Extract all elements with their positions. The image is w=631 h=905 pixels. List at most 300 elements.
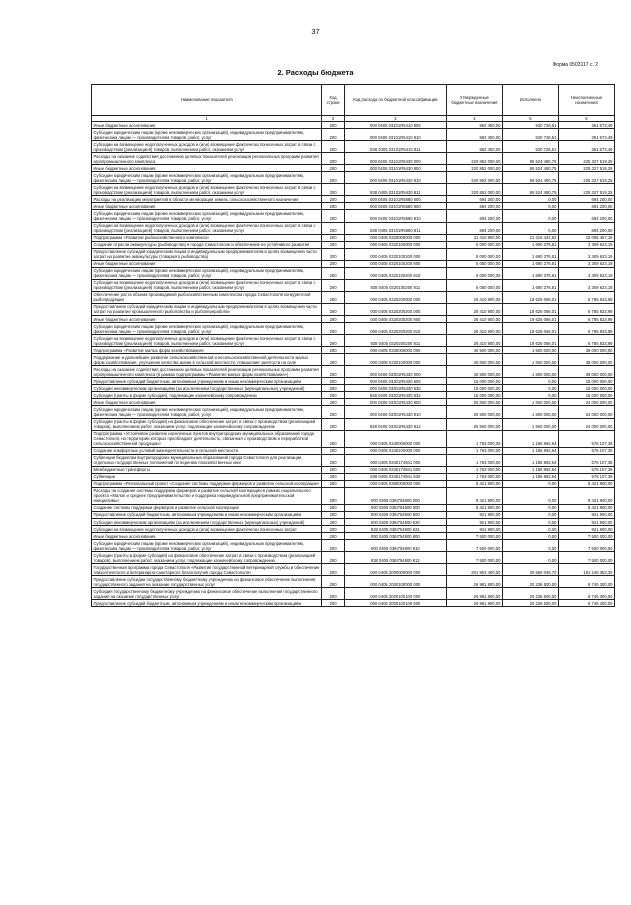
row-executed-cell: 19 625 066,01 [502,316,558,323]
row-classification-code-cell: 000 0405 03301R5430 630 [344,385,446,392]
table-row [92,564,615,576]
row-unexecuted-cell: 3 309 623,19 [558,267,614,279]
row-line-code-cell: 200 [322,234,344,241]
row-unexecuted-cell: 576 107,36 [558,447,614,454]
row-unexecuted-cell: 3 309 623,19 [558,241,614,248]
row-line-code-cell: 200 [322,196,344,203]
row-unexecuted-cell: 225 327 519,25 [558,165,614,172]
row-approved-cell: 26 981 800,00 [446,576,502,588]
row-unexecuted-cell: 24 000 000,00 [558,418,614,430]
table-row [92,129,615,141]
row-approved-cell: 5 000 000,00 [446,260,502,267]
table-row [92,291,615,303]
row-unexecuted-cell: 7 500 000,00 [558,540,614,552]
row-executed-cell: 20 658 048,70 [502,564,558,576]
row-executed-cell: 20 236 500,00 [502,600,558,607]
row-name-cell: Субсидии юридическим лицам (кроме некоммерческих организаций), индивидуальным предпринимателям, физическим лицам — производителям товаров, работ, услуг [92,323,322,335]
row-approved-cell: 40 500 000,00 [446,347,502,354]
row-line-code-cell: 200 [322,267,344,279]
row-name-cell: Создание системы поддержки фермеров и развитие сельской кооперации [92,504,322,511]
row-line-code-cell: 200 [322,153,344,165]
row-classification-code-cell: 000 0405 03101R5680 000 [344,196,446,203]
table-row [92,260,615,267]
row-executed-cell: 1 500 000,00 [502,418,558,430]
section-title: 2. Расходы бюджета [277,68,354,77]
row-classification-code-cell: 000 0405 03301R5430 600 [344,378,446,385]
row-classification-code-cell: 000 0405 2000000000 000 [344,564,446,576]
row-line-code-cell: 200 [322,564,344,576]
row-line-code-cell: 200 [322,172,344,184]
row-executed-cell: 19 625 066,01 [502,335,558,347]
row-executed-cell: 0,00 [502,540,558,552]
row-unexecuted-cell: 39 000 000,00 [558,366,614,378]
row-executed-cell: 20 236 500,00 [502,576,558,588]
row-line-code-cell: 200 [322,354,344,366]
row-executed-cell: 1 500 000,00 [502,406,558,418]
row-line-code-cell: 200 [322,600,344,607]
row-classification-code-cell: 000 0405 03101R5430 800 [344,165,446,172]
table-row [92,316,615,323]
row-unexecuted-cell: 6 785 833,99 [558,291,614,303]
table-row [92,141,615,153]
row-name-cell: Субсидии юридическим лицам (кроме некоммерческих организаций), индивидуальным предпринимателям, физическим лицам — производителям товаров, работ, услуг [92,267,322,279]
row-approved-cell: 8 421 900,00 [446,487,502,504]
row-classification-code-cell: 000 0405 03301R5430 800 [344,399,446,406]
row-approved-cell: 7 500 000,00 [446,540,502,552]
row-unexecuted-cell: 921 900,00 [558,511,614,518]
row-name-cell: Расходы на реализацию мероприятий в области мелиорации земель сельскохозяйственного назначения [92,196,322,203]
row-line-code-cell: 200 [322,447,344,454]
row-classification-code-cell: 000 0405 0340000000 000 [344,430,446,447]
table-row [92,335,615,347]
row-unexecuted-cell: 6 745 300,00 [558,600,614,607]
row-unexecuted-cell: 576 107,36 [558,454,614,466]
row-name-cell: Расходы на оказание содействия достижению целевых показателей реализации региональных программ развития агропромышленного комплекса (в рамках подпрограммы «Развитие малых форм хозяйствования») [92,366,322,378]
row-approved-cell: 320 852 000,00 [446,165,502,172]
row-classification-code-cell: 000 0405 036I754800 810 [344,540,446,552]
row-approved-cell: 201 903 400,00 [446,564,502,576]
row-executed-cell: 0,00 [502,378,558,385]
column-number: 1 [92,116,322,122]
row-executed-cell: 0,00 [502,196,558,203]
row-approved-cell: 25 500 000,00 [446,418,502,430]
row-executed-cell: 0,00 [502,487,558,504]
row-classification-code-cell: 000 0405 036I754800 600 [344,511,446,518]
row-approved-cell: 25 500 000,00 [446,399,502,406]
row-name-cell: Создание комфортных условий жизнедеятельности в сельской местности [92,447,322,454]
table-row [92,418,615,430]
row-name-cell: Субсидии на возмещение недополученных доходов и (или) возмещение фактически понесенных затрат в связи с производством (реализацией) товаров, выполнением работ, оказанием услуг [92,335,322,347]
row-line-code-cell: 200 [322,203,344,210]
row-approved-cell: 26 410 900,00 [446,323,502,335]
row-unexecuted-cell: 24 000 000,00 [558,399,614,406]
row-line-code-cell: 200 [322,241,344,248]
row-classification-code-cell: 000 0405 0320100200 800 [344,260,446,267]
row-approved-cell: 31 410 900,00 [446,234,502,241]
row-approved-cell: 5 000 000,00 [446,279,502,291]
row-line-code-cell: 200 [322,480,344,487]
row-executed-cell: 1 690 376,81 [502,248,558,260]
column-header-code: Код расхода по бюджетной классификации [344,85,446,116]
row-name-cell: Иные бюджетные ассигнования [92,316,322,323]
row-approved-cell: 26 410 900,00 [446,335,502,347]
row-approved-cell: 26 410 900,00 [446,291,502,303]
row-name-cell: Предоставление субсидий юридическим лицам и индивидуальным предпринимателям в целях возмещения части затрат на развитие аквакультуры (товарного рыбоводства) [92,248,322,260]
row-approved-cell: 5 000 000,00 [446,267,502,279]
row-line-code-cell: 200 [322,316,344,323]
row-name-cell: Предоставление субсидий бюджетным, автономным учреждениям и иным некоммерческим организациям [92,511,322,518]
row-executed-cell: 0,00 [502,504,558,511]
row-line-code-cell: 200 [322,418,344,430]
row-unexecuted-cell: 351 673,49 [558,122,614,129]
row-line-code-cell: 200 [322,385,344,392]
row-executed-cell: 19 625 066,01 [502,303,558,315]
table-row [92,473,615,480]
table-row [92,267,615,279]
row-executed-cell: 1 186 892,64 [502,473,558,480]
row-classification-code-cell: 000 0405 0330000000 000 [344,347,446,354]
row-name-cell: Государственная программа города Севастополя «Развитие государственной ветеринарной службы и обеспечение эпизоотического и ветеринарно-санитарного благополучия города Севастополя» [92,564,322,576]
row-line-code-cell: 200 [322,540,344,552]
row-name-cell: Субвенции бюджетам внутригородских муниципальных образований города Севастополя для реализации отдельных государственных полномочий по ведению похозяйственных книг [92,454,322,466]
table-row [92,354,615,366]
column-header-executed: Исполнено [502,85,558,116]
row-line-code-cell: 200 [322,165,344,172]
row-approved-cell: 694 200,00 [446,196,502,203]
table-row [92,540,615,552]
row-classification-code-cell: 000 0405 0320200000 000 [344,291,446,303]
row-unexecuted-cell: 6 745 300,00 [558,576,614,588]
row-unexecuted-cell: 921 900,00 [558,519,614,526]
row-line-code-cell: 200 [322,454,344,466]
table-row [92,184,615,196]
row-classification-code-cell: 000 0405 03301R5430 000 [344,366,446,378]
row-line-code-cell: 200 [322,533,344,540]
row-name-cell: Субсидии (гранты в форме субсидий) на финансовое обеспечение затрат в связи с производством (реализацией товаров), выполнением работ, оказанием услуг, подлежащие казначейскому сопровождению [92,552,322,564]
row-unexecuted-cell: 10 095 457,18 [558,234,614,241]
column-header-line: Код строки [322,85,344,116]
row-approved-cell: 320 852 000,00 [446,172,502,184]
table-row [92,279,615,291]
row-line-code-cell: 200 [322,323,344,335]
row-executed-cell: 1 500 000,00 [502,347,558,354]
row-line-code-cell: 200 [322,430,344,447]
row-classification-code-cell: 838 0405 03101R5410 811 [344,141,446,153]
row-approved-cell: 1 763 000,00 [446,430,502,447]
table-row [92,378,615,385]
row-line-code-cell: 200 [322,248,344,260]
row-approved-cell: 25 500 000,00 [446,406,502,418]
row-unexecuted-cell: 39 000 000,00 [558,347,614,354]
row-executed-cell: 0,00 [502,533,558,540]
row-classification-code-cell: 838 0405 036I754800 631 [344,526,446,533]
row-line-code-cell: 200 [322,399,344,406]
row-classification-code-cell: 838 0405 0320200200 811 [344,335,446,347]
row-unexecuted-cell: 15 000 000,00 [558,385,614,392]
row-line-code-cell: 200 [322,303,344,315]
row-approved-cell: 882 400,00 [446,141,502,153]
row-executed-cell: 1 690 376,81 [502,267,558,279]
row-executed-cell: 530 726,51 [502,122,558,129]
row-executed-cell: 0,00 [502,480,558,487]
row-unexecuted-cell: 694 200,00 [558,203,614,210]
row-name-cell: Обеспечение роста объема производимой рыбохозяйственным комплексом города Севастополя конкурентной рыбопродукции [92,291,322,303]
row-unexecuted-cell: 351 673,49 [558,129,614,141]
table-row [92,406,615,418]
row-approved-cell: 26 410 900,00 [446,316,502,323]
row-executed-cell: 95 524 480,75 [502,184,558,196]
row-executed-cell: 0,00 [502,203,558,210]
row-approved-cell: 26 981 800,00 [446,600,502,607]
row-approved-cell: 1 763 000,00 [446,466,502,473]
row-executed-cell: 1 690 376,81 [502,241,558,248]
row-name-cell: Иные бюджетные ассигнования [92,399,322,406]
row-executed-cell: 1 186 892,64 [502,466,558,473]
table-row [92,533,615,540]
table-row [92,210,615,222]
table-row [92,480,615,487]
row-approved-cell: 15 000 000,00 [446,385,502,392]
row-name-cell: Иные бюджетные ассигнования [92,533,322,540]
row-line-code-cell: 200 [322,576,344,588]
row-name-cell: Предоставление субсидий бюджетным, автономным учреждениям и иным некоммерческим организациям [92,378,322,385]
row-approved-cell: 26 410 900,00 [446,303,502,315]
row-line-code-cell: 200 [322,279,344,291]
row-line-code-cell: 200 [322,291,344,303]
row-executed-cell: 0,00 [502,552,558,564]
row-classification-code-cell: 000 0405 0320100200 810 [344,267,446,279]
row-approved-cell: 921 900,00 [446,519,502,526]
row-classification-code-cell: 000 0405 03101R5680 810 [344,210,446,222]
row-classification-code-cell: 000 0405 0360000000 000 [344,480,446,487]
table-row [92,122,615,129]
row-approved-cell: 5 000 000,00 [446,241,502,248]
table-row [92,234,615,241]
page-number: 37 [311,27,320,36]
row-executed-cell: 530 726,51 [502,141,558,153]
row-approved-cell: 694 200,00 [446,222,502,234]
row-name-cell: Подпрограмма «Развитие рыбохозяйственного комплекса» [92,234,322,241]
row-name-cell: Межбюджетные трансферты [92,466,322,473]
row-unexecuted-cell: 351 673,49 [558,141,614,153]
row-name-cell: Подпрограмма «Развитие малых форм хозяйствования» [92,347,322,354]
row-name-cell: Предоставление субсидий бюджетным, автономным учреждениям и иным некоммерческим организациям [92,600,322,607]
row-classification-code-cell: 838 0405 036I754800 812 [344,552,446,564]
row-unexecuted-cell: 576 107,36 [558,466,614,473]
row-name-cell: Субсидии (гранты в форме субсидий) на финансовое обеспечение затрат в связи с производством (реализацией товаров), выполнением работ, оказанием услуг, подлежащие казначейскому сопровождению [92,418,322,430]
row-line-code-cell: 200 [322,378,344,385]
row-approved-cell: 921 900,00 [446,511,502,518]
row-name-cell: Субсидии юридическим лицам (кроме некоммерческих организаций), индивидуальным предпринимателям, физическим лицам — производителям товаров, работ, услуг [92,210,322,222]
row-executed-cell: 95 524 480,75 [502,172,558,184]
row-name-cell: Субсидии на возмещение недополученных доходов и (или) возмещение фактически понесенных затрат в связи с производством (реализацией) товаров, выполнением работ, оказанием услуг [92,279,322,291]
row-executed-cell: 0,00 [502,526,558,533]
row-unexecuted-cell: 15 000 000,00 [558,378,614,385]
row-approved-cell: 320 852 000,00 [446,153,502,165]
table-row [92,552,615,564]
row-name-cell: Создание отрасли аквакультуры (рыбоводства) в городе Севастополе и обеспечение ее устойчивого развития [92,241,322,248]
row-executed-cell: 1 500 000,00 [502,354,558,366]
row-line-code-cell: 200 [322,487,344,504]
row-name-cell: Поддержание и дальнейшее развитие сельскохозяйственной и несельскохозяйственной деятельности малых форм хозяйствования, улучшение качества жизни в сельской местности, повышение занятости на селе [92,354,322,366]
row-unexecuted-cell: 3 309 623,19 [558,260,614,267]
row-approved-cell: 1 763 000,00 [446,454,502,466]
row-classification-code-cell: 000 0405 036I754800 000 [344,504,446,511]
row-classification-code-cell: 838 0405 0340174941 530 [344,473,446,480]
row-unexecuted-cell: 8 421 900,00 [558,504,614,511]
row-line-code-cell: 200 [322,347,344,354]
row-approved-cell: 8 421 900,00 [446,504,502,511]
row-line-code-cell: 200 [322,210,344,222]
table-row [92,600,615,607]
row-line-code-cell: 200 [322,335,344,347]
row-executed-cell: 1 186 892,64 [502,447,558,454]
table-row [92,526,615,533]
row-classification-code-cell: 000 0405 036I754800 800 [344,533,446,540]
column-header-unexecuted: Неисполненные назначения [558,85,614,116]
table-row [92,347,615,354]
table-row [92,576,615,588]
column-number: 6 [558,116,614,122]
row-line-code-cell: 200 [322,129,344,141]
table-row [92,203,615,210]
row-classification-code-cell: 000 0405 03101R5430 810 [344,172,446,184]
row-name-cell: Субсидии некоммерческим организациям (за исключением государственных (муниципальных) учреждений) [92,385,322,392]
row-name-cell: Субсидии на возмещение недополученных доходов и (или) возмещение фактически понесенных затрат в связи с производством (реализацией) товаров, выполнением работ, оказанием услуг [92,184,322,196]
row-executed-cell: 530 726,51 [502,129,558,141]
row-classification-code-cell: 838 0405 03101R5430 811 [344,184,446,196]
table-row [92,519,615,526]
row-classification-code-cell: 000 0405 0320100200 000 [344,248,446,260]
table-row [92,165,615,172]
row-name-cell: Иные бюджетные ассигнования [92,122,322,129]
row-line-code-cell: 200 [322,473,344,480]
row-name-cell: Субсидии некоммерческим организациям (за исключением государственных (муниципальных) учреждений) [92,519,322,526]
row-unexecuted-cell: 15 000 000,00 [558,392,614,399]
row-executed-cell: 0,00 [502,210,558,222]
row-classification-code-cell: 000 0405 0340174941 000 [344,454,446,466]
column-number: 4 [446,116,502,122]
row-executed-cell: 0,00 [502,519,558,526]
row-name-cell: Иные бюджетные ассигнования [92,260,322,267]
row-line-code-cell: 200 [322,588,344,600]
row-line-code-cell: 200 [322,511,344,518]
row-approved-cell: 15 000 000,00 [446,392,502,399]
row-name-cell: Субсидии юридическим лицам (кроме некоммерческих организаций), индивидуальным предпринимателям, физическим лицам — производителям товаров, работ, услуг [92,540,322,552]
row-executed-cell: 0,00 [502,392,558,399]
row-approved-cell: 7 500 000,00 [446,552,502,564]
column-header-approved: Утвержденные бюджетные назначения [446,85,502,116]
row-unexecuted-cell: 7 500 000,00 [558,533,614,540]
row-unexecuted-cell: 6 785 833,99 [558,303,614,315]
table-row [92,399,615,406]
row-executed-cell: 0,00 [502,385,558,392]
row-unexecuted-cell: 8 421 900,00 [558,487,614,504]
row-executed-cell: 1 186 892,64 [502,430,558,447]
row-name-cell: Иные бюджетные ассигнования [92,165,322,172]
row-classification-code-cell: 000 0405 0320000000 000 [344,234,446,241]
row-classification-code-cell: 000 0405 0340100000 000 [344,447,446,454]
row-unexecuted-cell: 225 327 519,25 [558,184,614,196]
row-classification-code-cell: 000 0405 0330100000 000 [344,354,446,366]
row-line-code-cell: 200 [322,526,344,533]
row-name-cell: Субсидия государственному бюджетному учреждению на финансовое обеспечение выполнения государственного задания на оказание государственных услуг [92,588,322,600]
row-name-cell: Подпрограмма «Устойчивое развитие населенных пунктов внутригородских муниципальных образований города Севастополя, на территории которых преобладает деятельность, связанная с производством и переработкой сельскохозяйственной продукции» [92,430,322,447]
column-header-name: Наименование показателя [92,85,322,116]
row-classification-code-cell: 000 0405 03101R5410 800 [344,122,446,129]
row-classification-code-cell: 000 0405 03101R5430 000 [344,153,446,165]
row-classification-code-cell: 000 0405 036I754800 000 [344,487,446,504]
row-unexecuted-cell: 3 309 623,19 [558,248,614,260]
header-row [92,85,615,116]
table-row [92,504,615,511]
table-row [92,248,615,260]
row-unexecuted-cell: 225 327 519,25 [558,153,614,165]
table-row [92,323,615,335]
row-line-code-cell: 200 [322,406,344,418]
row-name-cell: Субсидии юридическим лицам (кроме некоммерческих организаций), индивидуальным предпринимателям, физическим лицам — производителям товаров, работ, услуг [92,406,322,418]
row-unexecuted-cell: 225 327 519,25 [558,172,614,184]
table-row [92,392,615,399]
row-classification-code-cell: 000 0405 0320200200 000 [344,303,446,315]
row-classification-code-cell: 000 0405 03101R5680 800 [344,203,446,210]
row-classification-code-cell: 838 0405 0320100200 811 [344,279,446,291]
row-line-code-cell: 200 [322,552,344,564]
row-executed-cell: 19 625 066,01 [502,323,558,335]
row-unexecuted-cell: 6 785 833,99 [558,335,614,347]
row-unexecuted-cell: 921 900,00 [558,526,614,533]
row-approved-cell: 7 500 000,00 [446,533,502,540]
row-classification-code-cell: 838 0405 03301R5430 632 [344,392,446,399]
row-name-cell: Субвенции [92,473,322,480]
row-classification-code-cell: 000 0405 03301R5430 810 [344,406,446,418]
table-body [92,122,615,607]
row-executed-cell: 19 625 066,01 [502,291,558,303]
row-unexecuted-cell: 6 785 833,99 [558,316,614,323]
row-approved-cell: 1 763 000,00 [446,473,502,480]
row-executed-cell: 1 690 376,81 [502,260,558,267]
row-approved-cell: 8 421 900,00 [446,480,502,487]
column-number: 2 [322,116,344,122]
row-approved-cell: 5 000 000,00 [446,248,502,260]
row-executed-cell: 0,00 [502,222,558,234]
row-line-code-cell: 200 [322,504,344,511]
row-line-code-cell: 200 [322,366,344,378]
row-line-code-cell: 200 [322,260,344,267]
row-executed-cell: 21 315 442,82 [502,234,558,241]
row-executed-cell: 95 524 480,75 [502,153,558,165]
row-approved-cell: 1 763 000,00 [446,447,502,454]
form-label: Форма 0503117 с. 2 [552,62,598,68]
row-approved-cell: 26 981 800,00 [446,588,502,600]
row-unexecuted-cell: 576 107,36 [558,473,614,480]
row-unexecuted-cell: 694 200,00 [558,196,614,203]
table-row [92,511,615,518]
row-line-code-cell: 200 [322,519,344,526]
row-executed-cell: 1 500 000,00 [502,366,558,378]
table-row [92,196,615,203]
table-row [92,172,615,184]
row-unexecuted-cell: 576 107,36 [558,430,614,447]
row-unexecuted-cell: 39 000 000,00 [558,354,614,366]
row-approved-cell: 694 200,00 [446,210,502,222]
row-name-cell: Субсидии (гранты в форме субсидий), подлежащие казначейскому сопровождению [92,392,322,399]
row-executed-cell: 1 690 376,81 [502,279,558,291]
row-unexecuted-cell: 181 245 353,30 [558,564,614,576]
table-row [92,466,615,473]
row-unexecuted-cell: 3 309 623,19 [558,279,614,291]
row-unexecuted-cell: 694 200,00 [558,210,614,222]
